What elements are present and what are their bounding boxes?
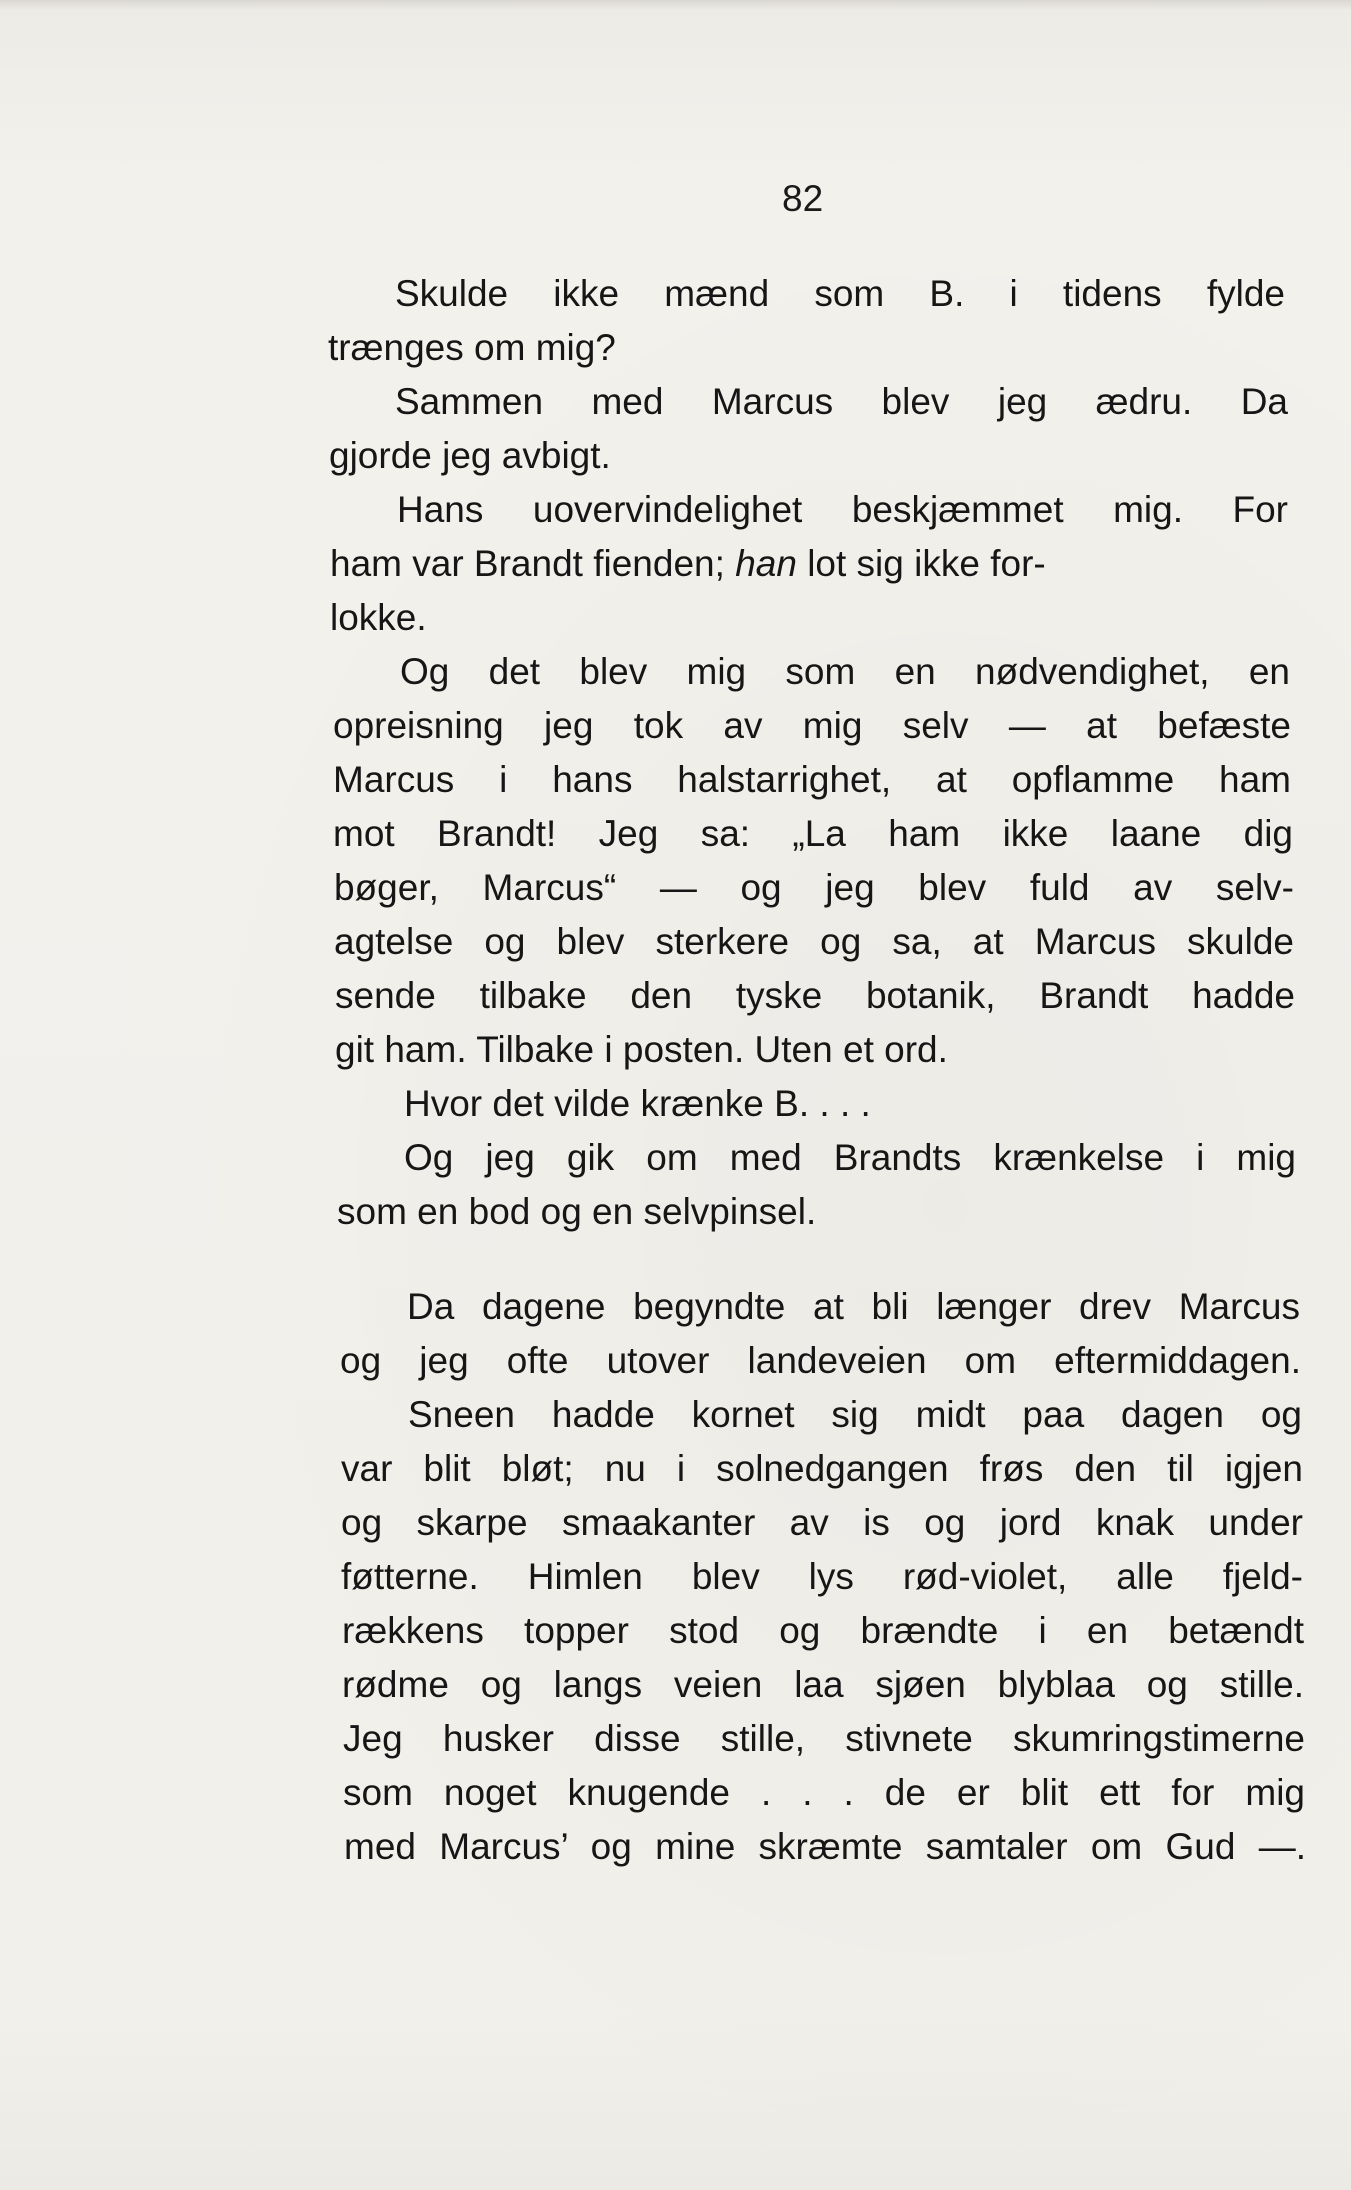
text-line: var blit bløt; nu i solnedgangen frøs den til igjen — [341, 1448, 1303, 1489]
emphasis-text: han — [735, 543, 797, 584]
text-line: opreisning jeg tok av mig selv — at befæste — [333, 705, 1291, 746]
text-line — [330, 542, 1046, 586]
page-top-edge — [0, 0, 1351, 10]
text-line: Da dagene begyndte at bli længer drev Marcus — [407, 1286, 1300, 1327]
text-line: som noget knugende . . . de er blit ett for mig — [343, 1772, 1305, 1813]
text-line: Sneen hadde kornet sig midt paa dagen og — [408, 1394, 1302, 1435]
text-line: Skulde ikke mænd som B. i tidens fylde — [395, 273, 1285, 314]
text-line: Og det blev mig som en nødvendighet, en — [400, 651, 1290, 692]
text-segment: ham var Brandt fienden; — [330, 543, 725, 584]
text-line: sende tilbake den tyske botanik, Brandt hadde — [335, 975, 1295, 1016]
text-line: trænges om mig? — [328, 327, 616, 368]
text-line: som en bod og en selvpinsel. — [337, 1191, 817, 1232]
text-line: Jeg husker disse stille, stivnete skumringstimerne — [343, 1718, 1305, 1759]
text-line: bøger, Marcus“ — og jeg blev fuld av selv- — [334, 867, 1294, 908]
text-line: Hvor det vilde krænke B. . . . — [404, 1083, 871, 1124]
text-segment: lot sig ikke for- — [807, 543, 1046, 584]
text-line: Og jeg gik om med Brandts krænkelse i mig — [404, 1137, 1296, 1178]
text-line: og jeg ofte utover landeveien om eftermiddagen. — [340, 1340, 1301, 1381]
text-line: Hans uovervindelighet beskjæmmet mig. For — [397, 489, 1288, 530]
text-line: agtelse og blev sterkere og sa, at Marcus skulde — [334, 921, 1294, 962]
text-line: rækkens topper stod og brændte i en betændt — [342, 1610, 1304, 1651]
text-line: og skarpe smaakanter av is og jord knak under — [341, 1502, 1303, 1543]
page-number: 82 — [782, 178, 824, 219]
text-line: lokke. — [330, 597, 427, 638]
text-line: gjorde jeg avbigt. — [329, 435, 611, 476]
text-line: rødme og langs veien laa sjøen blyblaa og stille. — [342, 1664, 1304, 1705]
text-line: git ham. Tilbake i posten. Uten et ord. — [335, 1029, 948, 1070]
text-line: Sammen med Marcus blev jeg ædru. Da — [395, 381, 1288, 422]
text-line: Marcus i hans halstarrighet, at opflamme ham — [333, 759, 1291, 800]
text-line: mot Brandt! Jeg sa: „La ham ikke laane dig — [333, 813, 1293, 854]
text-line: føtterne. Himlen blev lys rød-violet, alle fjeld- — [341, 1556, 1303, 1597]
text-line: med Marcus’ og mine skræmte samtaler om Gud —. — [344, 1826, 1306, 1867]
